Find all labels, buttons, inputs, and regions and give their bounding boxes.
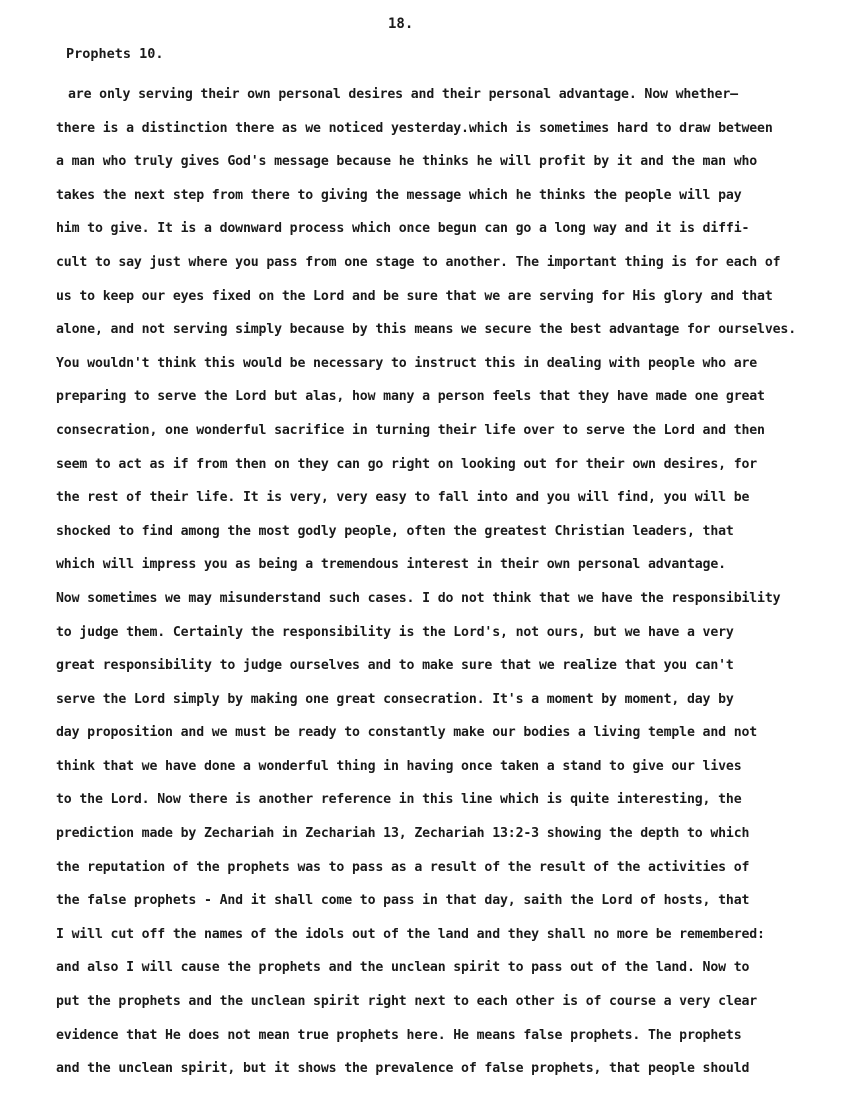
text-line: prediction made by Zechariah in Zechariah 13, Zechariah 13:2-3 showing the depth to which	[56, 826, 750, 842]
text-line: Now sometimes we may misunderstand such cases. I do not think that we have the responsibility	[56, 590, 781, 606]
text-line: great responsibility to judge ourselves and to make sure that we realize that you can't	[56, 658, 734, 674]
text-line: to judge them. Certainly the responsibility is the Lord's, not ours, but we have a very	[56, 624, 734, 640]
text-line: are only serving their own personal desires and their personal advantage. Now whether—	[68, 87, 738, 102]
text-line: preparing to serve the Lord but alas, how many a person feels that they have made one great	[56, 389, 765, 405]
text-line: consecration, one wonderful sacrifice in turning their life over to serve the Lord and then	[56, 422, 765, 438]
text-line: evidence that He does not mean true prophets here. He means false prophets. The prophets	[56, 1027, 742, 1043]
text-line: the reputation of the prophets was to pass as a result of the result of the activities of	[56, 859, 750, 875]
text-line: takes the next step from there to giving the message which he thinks the people will pay	[56, 187, 742, 203]
text-line: cult to say just where you pass from one stage to another. The important thing is for each of	[56, 254, 781, 270]
text-line: day proposition and we must be ready to constantly make our bodies a living temple and not	[56, 725, 758, 741]
text-line: and the unclean spirit, but it shows the prevalence of false prophets, that people should	[56, 1061, 750, 1077]
text-line: to the Lord. Now there is another reference in this line which is quite interesting, the	[56, 792, 742, 808]
text-line: which will impress you as being a tremendous interest in their own personal advantage.	[56, 557, 726, 573]
text-line: serve the Lord simply by making one great consecration. It's a moment by moment, day by	[56, 691, 734, 707]
text-line: put the prophets and the unclean spirit right next to each other is of course a very clear	[56, 994, 758, 1010]
text-line: a man who truly gives God's message because he thinks he will profit by it and the man who	[56, 154, 758, 170]
text-line: You wouldn't think this would be necessary to instruct this in dealing with people who are	[56, 355, 758, 371]
text-line: the rest of their life. It is very, very easy to fall into and you will find, you will be	[56, 490, 750, 506]
text-line: him to give. It is a downward process which once begun can go a long way and it is diffi-	[56, 221, 750, 237]
text-line: shocked to find among the most godly people, often the greatest Christian leaders, that	[56, 523, 734, 539]
page-number: 18.	[388, 16, 414, 32]
text-line: seem to act as if from then on they can go right on looking out for their own desires, for	[56, 456, 758, 472]
text-line: and also I will cause the prophets and the unclean spirit to pass out of the land. Now to	[56, 960, 750, 976]
text-line: the false prophets - And it shall come to pass in that day, saith the Lord of hosts, that	[56, 893, 750, 909]
text-line: there is a distinction there as we noticed yesterday.which is sometimes hard to draw between	[56, 120, 773, 136]
text-line: think that we have done a wonderful thing in having once taken a stand to give our lives	[56, 758, 742, 774]
text-line: alone, and not serving simply because by this means we secure the best advantage for ourselves.	[56, 322, 797, 338]
running-head: Prophets 10.	[66, 46, 164, 62]
body-text	[56, 78, 852, 1086]
text-line: I will cut off the names of the idols out of the land and they shall no more be remembered:	[56, 926, 765, 942]
text-line: us to keep our eyes fixed on the Lord and be sure that we are serving for His glory and that	[56, 288, 773, 304]
